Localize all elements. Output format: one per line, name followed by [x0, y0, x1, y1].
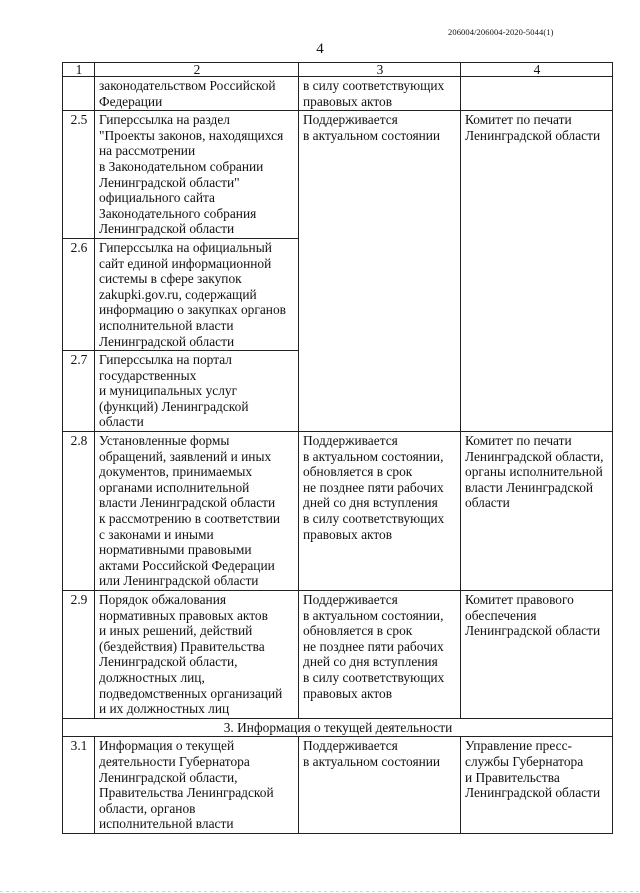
responsible-line: службы Губернатора: [465, 753, 584, 769]
content-line: органами исполнительной: [99, 479, 250, 495]
status-line: правовых актов: [303, 93, 393, 109]
status-line: не позднее пяти рабочих: [303, 638, 444, 654]
content-line: на рассмотрении: [99, 143, 196, 159]
status-line: в актуальном состоянии,: [303, 607, 444, 623]
content-line: обращений, заявлений и иных: [99, 448, 272, 464]
content-line: Ленинградской области,: [99, 654, 238, 670]
content-line: Гиперссылка на официальный: [99, 239, 272, 255]
content-line: государственных: [99, 367, 197, 383]
status-line: Поддерживается: [303, 592, 398, 607]
content-line: zakupki.gov.ru, содержащий: [99, 286, 257, 302]
status-line: дней со дня вступления: [303, 495, 438, 511]
status-line: в силу соответствующих: [303, 78, 445, 93]
status-line: в актуальном состоянии: [303, 127, 441, 143]
table-row: [63, 737, 613, 834]
document-table: [62, 62, 613, 834]
content-line: исполнительной власти: [99, 816, 234, 832]
row-content: [95, 351, 299, 432]
table-row: [63, 111, 613, 239]
responsible-line: Комитет по печати: [465, 433, 572, 449]
content-line: в Законодательном собрании: [99, 158, 264, 174]
content-line: области: [99, 414, 144, 430]
row-content: [95, 77, 299, 111]
row-content: [95, 737, 299, 834]
content-line: Гиперссылка на портал: [99, 352, 232, 368]
row-status: [299, 737, 461, 834]
status-line: в силу соответствующих: [303, 511, 445, 527]
content-line: Ленинградской области": [99, 174, 240, 190]
row-content: [95, 432, 299, 591]
responsible-line: обеспечения: [465, 607, 537, 623]
status-line: в силу соответствующих: [303, 669, 445, 685]
responsible-line: власти Ленинградской: [465, 479, 594, 495]
status-line: правовых актов: [303, 685, 393, 701]
status-line: обновляется в срок: [303, 623, 413, 639]
status-line: дней со дня вступления: [303, 654, 438, 670]
section-title: 3. Информация о текущей деятельности: [63, 718, 613, 737]
responsible-line: Ленинградской области: [465, 785, 601, 801]
content-line: Ленинградской области: [99, 333, 235, 349]
content-line: области, органов: [99, 800, 196, 816]
content-line: и иных решений, действий: [99, 623, 253, 639]
content-line: (функций) Ленинградской: [99, 398, 249, 414]
content-line: Гиперссылка на раздел: [99, 112, 230, 128]
row-content: [95, 238, 299, 350]
row-content: [95, 111, 299, 239]
column-header: 3: [299, 63, 461, 77]
content-line: Федерации: [99, 93, 163, 109]
content-line: нормативных правовых актов: [99, 607, 268, 623]
scan-edge-divider: [0, 891, 640, 892]
content-line: "Проекты законов, находящихся: [99, 127, 284, 143]
row-responsible: [461, 737, 613, 834]
content-line: Правительства Ленинградской: [99, 785, 274, 801]
page-number: 4: [316, 41, 324, 57]
row-status: [299, 111, 461, 432]
row-status: [299, 591, 461, 719]
row-number: 2.9: [63, 591, 95, 719]
content-line: актами Российской Федерации: [99, 557, 275, 573]
content-line: Порядок обжалования: [99, 592, 227, 607]
content-line: сайт единой информационной: [99, 255, 272, 271]
row-number: 2.8: [63, 432, 95, 591]
section-header-row: [63, 718, 613, 737]
status-line: в актуальном состоянии,: [303, 448, 444, 464]
row-number: 2.7: [63, 351, 95, 432]
document-id: 206004/206004-2020-5044(1): [448, 27, 554, 37]
responsible-line: Ленинградской области: [465, 127, 601, 143]
content-line: должностных лиц,: [99, 669, 205, 685]
row-responsible: [461, 111, 613, 432]
column-header: 4: [461, 63, 613, 77]
responsible-line: Комитет по печати: [465, 112, 572, 128]
row-content: [95, 591, 299, 719]
content-line: к рассмотрению в соответствии: [99, 511, 281, 527]
status-line: Поддерживается: [303, 738, 398, 754]
content-line: и муниципальных услуг: [99, 383, 238, 399]
status-line: правовых актов: [303, 526, 393, 542]
row-responsible: [461, 591, 613, 719]
content-line: Информация о текущей: [99, 738, 235, 754]
column-header: 2: [95, 63, 299, 77]
content-line: подведомственных организаций: [99, 685, 283, 701]
row-status: [299, 77, 461, 111]
row-responsible: [461, 432, 613, 591]
content-line: власти Ленинградской области: [99, 495, 276, 511]
row-status: [299, 432, 461, 591]
row-number: 2.6: [63, 238, 95, 350]
content-line: информацию о закупках органов: [99, 302, 286, 318]
row-responsible: [461, 77, 613, 111]
content-line: или Ленинградской области: [99, 573, 259, 589]
content-line: Законодательного собрания: [99, 205, 257, 221]
responsible-line: Ленинградской области,: [465, 448, 604, 464]
row-number: [63, 77, 95, 111]
row-number: 2.5: [63, 111, 95, 239]
content-line: документов, принимаемых: [99, 464, 253, 480]
content-line: Ленинградской области,: [99, 769, 238, 785]
responsible-line: органы исполнительной: [465, 464, 603, 480]
status-line: не позднее пяти рабочих: [303, 479, 444, 495]
responsible-line: Ленинградской области: [465, 623, 601, 639]
table-row: [63, 432, 613, 591]
content-line: (бездействия) Правительства: [99, 638, 265, 654]
content-line: деятельности Губернатора: [99, 753, 250, 769]
content-line: Установленные формы: [99, 433, 230, 449]
content-line: системы в сфере закупок: [99, 271, 242, 287]
content-line: и их должностных лиц: [99, 701, 230, 717]
row-number: 3.1: [63, 737, 95, 834]
status-line: Поддерживается: [303, 112, 398, 128]
status-line: в актуальном состоянии: [303, 753, 441, 769]
responsible-line: и Правительства: [465, 769, 560, 785]
column-header: 1: [63, 63, 95, 77]
table-row: [63, 591, 613, 719]
table-row: [63, 77, 613, 111]
responsible-line: Комитет правового: [465, 592, 574, 607]
content-line: законодательством Российской: [99, 78, 276, 93]
responsible-line: Управление пресс-: [465, 738, 572, 754]
content-line: официального сайта: [99, 190, 215, 206]
status-line: обновляется в срок: [303, 464, 413, 480]
table-header-row: [63, 63, 613, 77]
status-line: Поддерживается: [303, 433, 398, 449]
content-line: Ленинградской области: [99, 221, 235, 237]
responsible-line: области: [465, 495, 510, 511]
content-line: с законами и иными: [99, 526, 214, 542]
content-line: нормативными правовыми: [99, 542, 252, 558]
content-line: исполнительной власти: [99, 317, 234, 333]
